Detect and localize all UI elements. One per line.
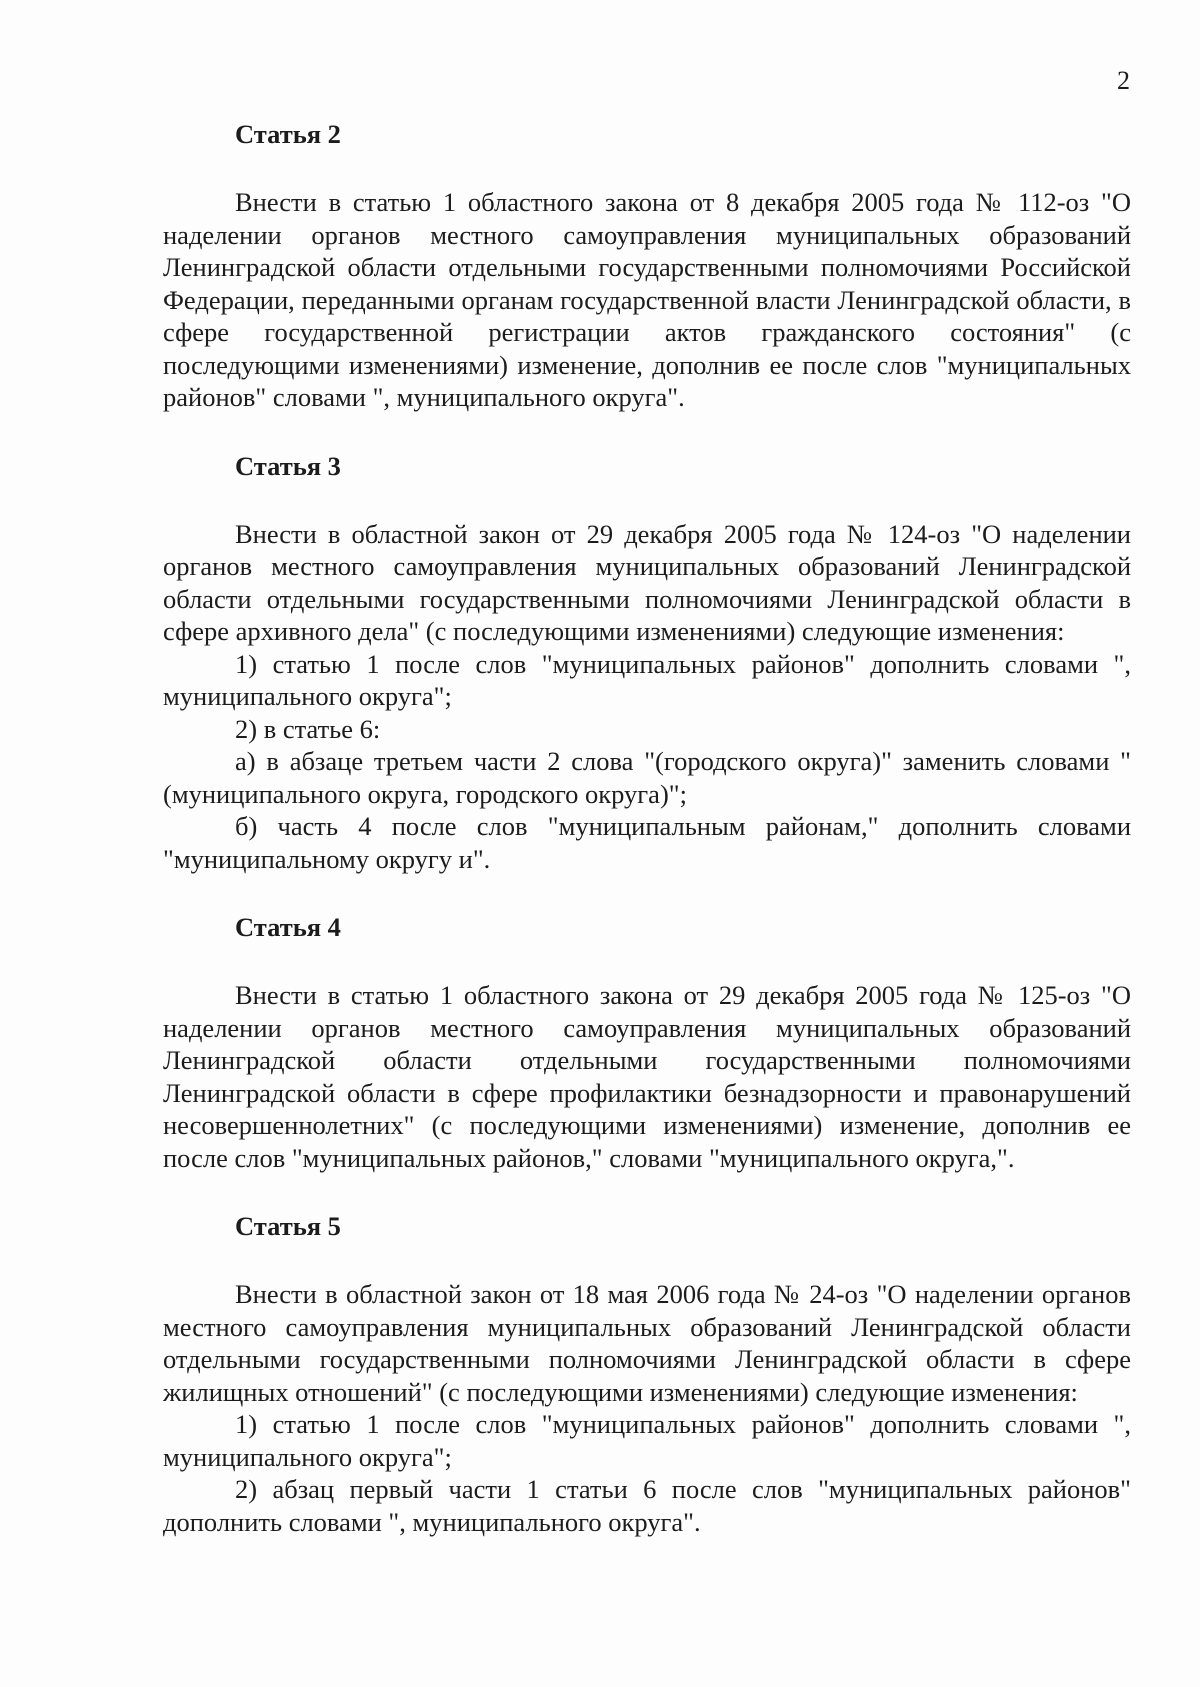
article-3 xyxy=(163,450,1131,876)
article-list-item: 2) в статье 6: xyxy=(235,713,381,744)
article-2 xyxy=(163,118,1131,414)
article-4 xyxy=(163,911,1131,1174)
article-title: Статья 4 xyxy=(235,912,341,942)
article-list-item: 1) статью 1 после слов "муниципальных районов" дополнить словами ", муниципального округа"; xyxy=(163,1409,1131,1472)
page-number: 2 xyxy=(1117,66,1130,95)
article-title: Статья 5 xyxy=(235,1211,341,1241)
article-paragraph: Внести в статью 1 областного закона от 8 декабря 2005 года № 112-оз "О наделении органов местного самоуправления муниципальных образований Ленинградской области отдельными государственными полномочиями Российской Федерации, переданными органам государственной власти Ленинградской области, в сфере государственной регистрации актов гражданского состояния" (с последующими изменениями) изменение, дополнив ее после слов "муниципальных районов" словами ", муниципального округа". xyxy=(163,187,1131,412)
article-sublist-item: б) часть 4 после слов "муниципальным районам," дополнить словами "муниципальному округу и". xyxy=(163,811,1131,874)
article-paragraph: Внести в статью 1 областного закона от 29 декабря 2005 года № 125-оз "О наделении органов местного самоуправления муниципальных образований Ленинградской области отдельными государственными полномочиями Ленинградской области в сфере профилактики безнадзорности и правонарушений несовершеннолетних" (с последующими изменениями) изменение, дополнив ее после слов "муниципальных районов," словами "муниципального округа,". xyxy=(163,980,1131,1173)
article-title: Статья 3 xyxy=(235,450,341,481)
article-paragraph: Внести в областной закон от 29 декабря 2005 года № 124-оз "О наделении органов местного самоуправления муниципальных образований Ленинградской области отдельными государственными полномочиями Ленинградской области в сфере архивного дела" (с последующими изменениями) следующие изменения: xyxy=(163,518,1131,646)
article-list-item: 1) статью 1 после слов "муниципальных районов" дополнить словами ", муниципального округа"; xyxy=(163,648,1131,711)
article-list-item: 2) абзац первый части 1 статьи 6 после слов "муниципальных районов" дополнить словами ", муниципального округа". xyxy=(163,1474,1131,1537)
article-5 xyxy=(163,1210,1131,1538)
document-body xyxy=(163,118,1131,1538)
article-sublist-item: а) в абзаце третьем части 2 слова "(городского округа)" заменить словами "(муниципального округа, городского округа)"; xyxy=(163,746,1131,809)
article-title: Статья 2 xyxy=(235,119,341,149)
article-paragraph: Внести в областной закон от 18 мая 2006 года № 24-оз "О наделении органов местного самоуправления муниципальных образований Ленинградской области отдельными государственными полномочиями Ленинградской области в сфере жилищных отношений" (с последующими изменениями) следующие изменения: xyxy=(163,1279,1131,1407)
